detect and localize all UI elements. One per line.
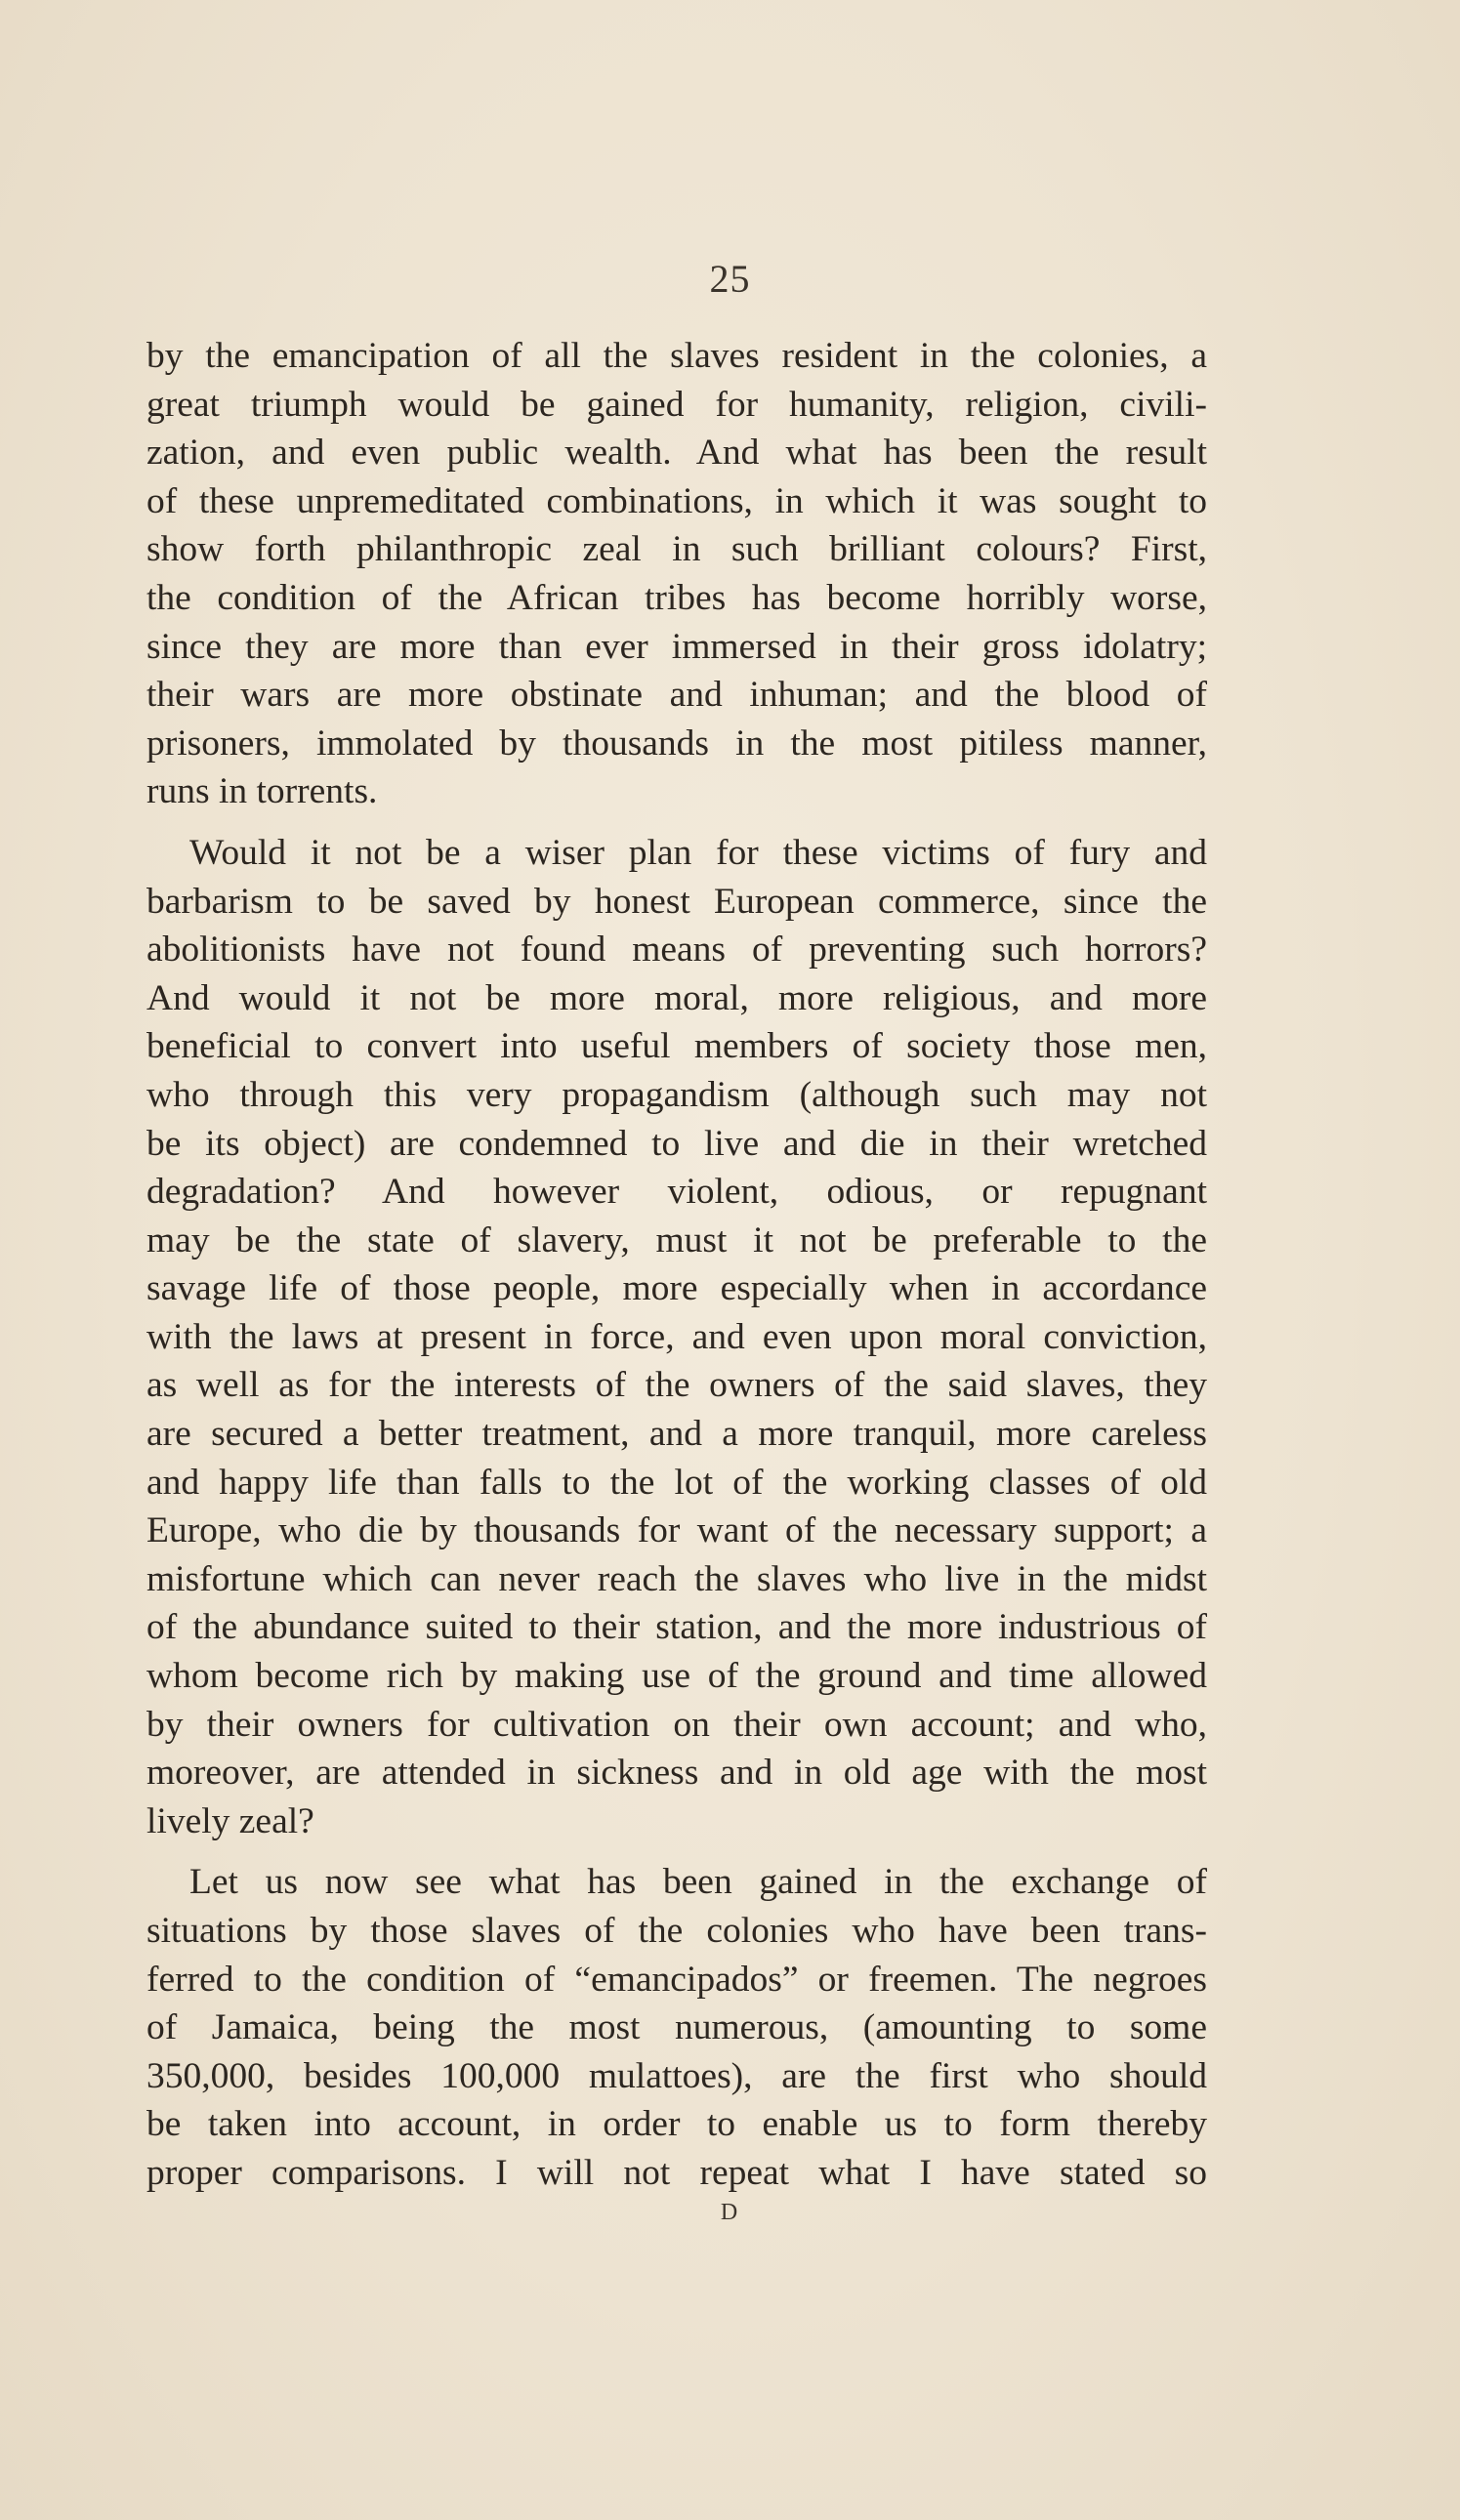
text-line: who through this very propagandism (although such may not: [146, 1074, 1207, 1115]
text-line: be taken into account, in order to enable us to form thereby: [146, 2104, 1207, 2145]
text-line: since they are more than ever immersed in their gross idolatry;: [146, 626, 1207, 667]
paragraph-1: [146, 332, 1207, 816]
text-line: zation, and even public wealth. And what has been the result: [146, 433, 1207, 474]
text-line: abolitionists have not found means of preventing such horrors?: [146, 930, 1207, 971]
page-number: 25: [709, 257, 751, 301]
text-line: with the laws at present in force, and even upon moral conviction,: [146, 1316, 1207, 1357]
text-line: be its object) are condemned to live and die in their wretched: [146, 1123, 1207, 1164]
text-line: Europe, who die by thousands for want of the necessary support; a: [146, 1510, 1207, 1551]
text-line: the condition of the African tribes has become horribly worse,: [146, 577, 1207, 618]
text-line: barbarism to be saved by honest European commerce, since the: [146, 881, 1207, 922]
paragraph-gap: [146, 1845, 1207, 1858]
text-line: are secured a better treatment, and a more tranquil, more careless: [146, 1414, 1207, 1455]
text-line: and happy life than falls to the lot of the working classes of old: [146, 1462, 1207, 1503]
text-line: of the abundance suited to their station, and the more industrious of: [146, 1607, 1207, 1648]
text-line: moreover, are attended in sickness and in old age with the most: [146, 1753, 1207, 1794]
text-line: misfortune which can never reach the slaves who live in the midst: [146, 1558, 1207, 1599]
text-line: runs in torrents.: [146, 771, 378, 812]
text-line: great triumph would be gained for humanity, religion, civili-: [146, 384, 1207, 425]
paragraph-2: [146, 829, 1207, 1845]
text-line: may be the state of slavery, must it not be preferable to the: [146, 1219, 1207, 1260]
text-line: 350,000, besides 100,000 mulattoes), are the first who should: [146, 2055, 1207, 2096]
text-line: ferred to the condition of “emancipados” or freemen. The negroes: [146, 1959, 1207, 2000]
signature-mark: D: [720, 2200, 740, 2225]
paragraph-3: [146, 1858, 1207, 2197]
paragraph-gap: [146, 816, 1207, 829]
text-line: their wars are more obstinate and inhuman; and the blood of: [146, 675, 1207, 716]
text-line: degradation? And however violent, odious, or repugnant: [146, 1172, 1207, 1213]
body-text: [146, 332, 1207, 2198]
text-line: whom become rich by making use of the ground and time allowed: [146, 1656, 1207, 1697]
text-line: by the emancipation of all the slaves resident in the colonies, a: [146, 336, 1207, 376]
text-line: by their owners for cultivation on their own account; and who,: [146, 1704, 1207, 1745]
text-line: Would it not be a wiser plan for these victims of fury and: [189, 832, 1207, 873]
text-line: proper comparisons. I will not repeat what I have stated so: [146, 2152, 1207, 2193]
text-line: of these unpremeditated combinations, in which it was sought to: [146, 480, 1207, 521]
text-line: Let us now see what has been gained in the exchange of: [189, 1862, 1207, 1903]
text-line: of Jamaica, being the most numerous, (amounting to some: [146, 2007, 1207, 2048]
text-line: show forth philanthropic zeal in such brilliant colours? First,: [146, 529, 1207, 570]
text-line: situations by those slaves of the colonies who have been trans-: [146, 1911, 1207, 1951]
text-line: prisoners, immolated by thousands in the most pitiless manner,: [146, 723, 1207, 764]
text-line: And would it not be more moral, more religious, and more: [146, 977, 1207, 1018]
text-line: lively zeal?: [146, 1800, 314, 1841]
text-line: beneficial to convert into useful members of society those men,: [146, 1026, 1207, 1067]
text-line: savage life of those people, more especially when in accordance: [146, 1268, 1207, 1309]
text-line: as well as for the interests of the owners of the said slaves, they: [146, 1365, 1207, 1406]
